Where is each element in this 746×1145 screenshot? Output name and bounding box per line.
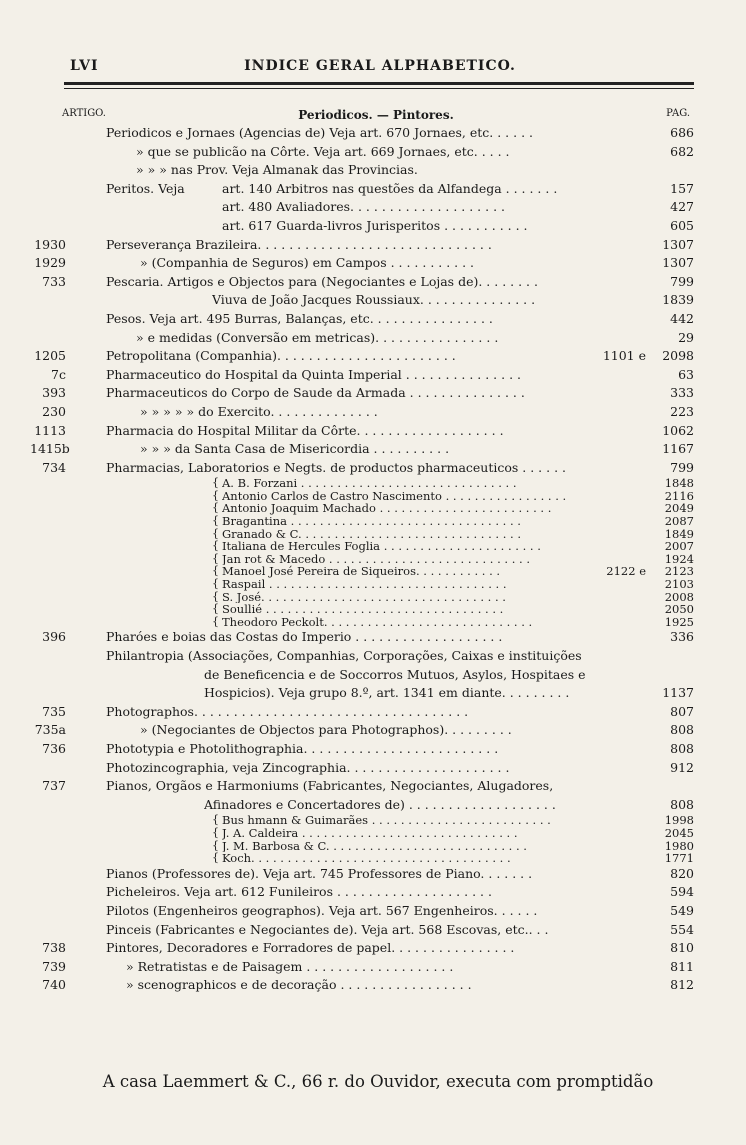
entry-text: Pintores, Decoradores e Forradores de papel. . . . . . . . . . . . . . . . bbox=[106, 940, 515, 956]
page-ref: 2116 bbox=[664, 488, 694, 503]
index-subrow bbox=[0, 603, 746, 616]
entry-text: » que se publicão na Côrte. Veja art. 669 Jornaes, etc. . . . . bbox=[136, 143, 510, 159]
index-subrow bbox=[0, 852, 746, 865]
index-row bbox=[0, 310, 746, 329]
entry-text: Pharmaceuticos do Corpo de Saude da Armada . . . . . . . . . . . . . . . bbox=[106, 385, 525, 401]
section-title: Periodicos. — Pintores. bbox=[298, 108, 454, 122]
index-subrow bbox=[0, 814, 746, 827]
index-row bbox=[0, 217, 746, 236]
index-subrow bbox=[0, 490, 746, 503]
page-ref: 1849 bbox=[664, 526, 694, 541]
column-artigo: ARTIGO. bbox=[62, 108, 106, 119]
entry-text: Soullié . . . . . . . . . . . . . . . . . . . . . . . . . . . . . . . . . bbox=[222, 603, 504, 616]
page-title: INDICE GERAL ALPHABETICO. bbox=[244, 58, 516, 74]
article-number: 1929 bbox=[34, 255, 66, 271]
index-entries bbox=[0, 124, 746, 995]
article-number: 734 bbox=[42, 459, 66, 475]
entry-text: Pharmaceutico do Hospital da Quinta Imperial . . . . . . . . . . . . . . . bbox=[106, 366, 521, 382]
brace-mark: { bbox=[212, 838, 219, 852]
page-ref: 594 bbox=[670, 884, 694, 900]
entry-text: Pescaria. Artigos e Objectos para (Negociantes e Lojas de). . . . . . . . bbox=[106, 273, 538, 289]
index-row bbox=[0, 921, 746, 940]
entry-text: Pharmacias, Laboratorios e Negts. de productos pharmaceuticos . . . . . . bbox=[106, 459, 566, 475]
index-row bbox=[0, 666, 746, 685]
article-number: 1113 bbox=[34, 422, 66, 438]
brace-mark: { bbox=[212, 614, 219, 628]
page-ref: 812 bbox=[670, 977, 694, 993]
page-ref: 808 bbox=[670, 796, 694, 812]
index-row bbox=[0, 459, 746, 478]
page-ref: 549 bbox=[670, 902, 694, 918]
index-row bbox=[0, 721, 746, 740]
index-row bbox=[0, 254, 746, 273]
index-row bbox=[0, 124, 746, 143]
page-ref: 427 bbox=[670, 199, 694, 215]
page-ref: 2050 bbox=[664, 602, 694, 617]
page-ref: 2123 bbox=[664, 564, 694, 579]
index-subrow bbox=[0, 540, 746, 553]
page-ref: 1062 bbox=[662, 422, 694, 438]
brace-mark: { bbox=[212, 514, 219, 528]
page-ref: 1998 bbox=[664, 813, 694, 828]
page-ref: 29 bbox=[678, 329, 694, 345]
page-ref: 1771 bbox=[664, 851, 694, 866]
page-ref: 157 bbox=[670, 180, 694, 196]
index-row bbox=[0, 703, 746, 722]
index-subrow bbox=[0, 565, 746, 578]
entry-text: Photographos. . . . . . . . . . . . . . . . . . . . . . . . . . . . . . . . . . . bbox=[106, 703, 469, 719]
header-rule-thin bbox=[64, 88, 694, 89]
brace-mark: { bbox=[212, 539, 219, 553]
article-number: 739 bbox=[42, 958, 66, 974]
index-row bbox=[0, 384, 746, 403]
page-ref: 605 bbox=[670, 217, 694, 233]
article-number: 733 bbox=[42, 273, 66, 289]
entry-text: » e medidas (Conversão em metricas). . . . . . . . . . . . . . . . bbox=[136, 329, 499, 345]
entry-text: Antonio Joaquim Machado . . . . . . . . . . . . . . . . . . . . . . . . bbox=[222, 502, 552, 516]
column-header bbox=[62, 108, 690, 124]
page-ref: 682 bbox=[670, 143, 694, 159]
entry-text: Periodicos e Jornaes (Agencias de) Veja art. 670 Jornaes, etc. . . . . . bbox=[106, 125, 533, 140]
page-ref: 1167 bbox=[662, 441, 694, 457]
entry-text: Manoel José Pereira de Siqueiros. . . . . . . . . . . . bbox=[222, 565, 501, 579]
page-ref: 2103 bbox=[664, 577, 694, 592]
article-number: 1930 bbox=[34, 236, 66, 252]
brace-mark: { bbox=[212, 551, 219, 565]
page-ref: 820 bbox=[670, 865, 694, 881]
index-subrow bbox=[0, 591, 746, 604]
entry-text: Theodoro Peckolt. . . . . . . . . . . . . . . . . . . . . . . . . . . . . bbox=[222, 615, 533, 629]
brace-mark: { bbox=[212, 851, 219, 865]
index-subrow bbox=[0, 528, 746, 541]
entry-text: Viuva de João Jacques Roussiaux. . . . . . . . . . . . . . . bbox=[212, 292, 536, 308]
article-number: 396 bbox=[42, 629, 66, 645]
entry-alt-page: 2122 e bbox=[606, 564, 646, 579]
article-number: 7c bbox=[51, 366, 66, 382]
page-ref: 810 bbox=[670, 940, 694, 956]
entry-text: » (Negociantes de Objectos para Photographos). . . . . . . . . bbox=[140, 722, 512, 738]
index-subrow bbox=[0, 477, 746, 490]
index-row bbox=[0, 628, 746, 647]
index-row bbox=[0, 777, 746, 796]
page-ref: 799 bbox=[670, 459, 694, 475]
page-number: LVI bbox=[70, 58, 99, 74]
brace-mark: { bbox=[212, 589, 219, 603]
index-row bbox=[0, 902, 746, 921]
index-subrow bbox=[0, 578, 746, 591]
page-ref: 2008 bbox=[664, 589, 694, 604]
entry-text: art. 617 Guarda-livros Jurisperitos . . . . . . . . . . . bbox=[222, 217, 528, 233]
brace-mark: { bbox=[212, 577, 219, 591]
article-number: 1415b bbox=[30, 441, 70, 457]
entry-text: Pianos (Professores de). Veja art. 745 Professores de Piano. . . . . . . bbox=[106, 865, 533, 881]
page-ref: 1307 bbox=[662, 236, 694, 252]
page-ref: 2087 bbox=[664, 514, 694, 529]
page-ref: 808 bbox=[670, 740, 694, 756]
entry-text: » » » » » do Exercito. . . . . . . . . . . . . . bbox=[140, 403, 378, 419]
index-row bbox=[0, 198, 746, 217]
index-row bbox=[0, 796, 746, 815]
entry-text: Pharóes e boias das Costas do Imperio . . . . . . . . . . . . . . . . . . . bbox=[106, 629, 503, 645]
page-ref: 1980 bbox=[664, 838, 694, 853]
index-row bbox=[0, 759, 746, 778]
index-row bbox=[0, 865, 746, 884]
page-ref: 63 bbox=[678, 366, 694, 382]
entry-text: Bus hmann & Guimarães . . . . . . . . . . . . . . . . . . . . . . . . . bbox=[222, 814, 551, 827]
index-subrow bbox=[0, 827, 746, 840]
entry-text: J. A. Caldeira . . . . . . . . . . . . . . . . . . . . . . . . . . . . . . bbox=[222, 826, 518, 840]
page-ref: 336 bbox=[670, 629, 694, 645]
index-row bbox=[0, 273, 746, 292]
index-row bbox=[0, 143, 746, 162]
page-ref: 808 bbox=[670, 722, 694, 738]
index-row bbox=[0, 740, 746, 759]
page-ref: 686 bbox=[670, 125, 694, 140]
page-ref: 811 bbox=[670, 958, 694, 974]
brace-mark: { bbox=[212, 526, 219, 540]
entry-text: Antonio Carlos de Castro Nascimento . . . . . . . . . . . . . . . . . bbox=[222, 489, 567, 503]
page-ref: 554 bbox=[670, 921, 694, 937]
entry-text: Hospicios). Veja grupo 8.º, art. 1341 em diante. . . . . . . . . bbox=[204, 685, 570, 701]
page-ref: 1839 bbox=[662, 292, 694, 308]
page-ref: 2007 bbox=[664, 539, 694, 554]
brace-mark: { bbox=[212, 501, 219, 515]
page-ref: 1137 bbox=[662, 685, 694, 701]
page-ref: 1307 bbox=[662, 255, 694, 271]
index-row bbox=[0, 422, 746, 441]
index-row bbox=[0, 883, 746, 902]
footer-advert: A casa Laemmert & C., 66 r. do Ouvidor, executa com promptidão bbox=[102, 1072, 654, 1091]
page-ref: 2045 bbox=[664, 825, 694, 840]
page-ref: 912 bbox=[670, 759, 694, 775]
page-ref: 799 bbox=[670, 273, 694, 289]
entry-text: Bragantina . . . . . . . . . . . . . . . . . . . . . . . . . . . . . . . . bbox=[222, 515, 521, 528]
index-row bbox=[0, 236, 746, 255]
article-number: 1205 bbox=[34, 348, 66, 364]
index-row bbox=[0, 366, 746, 385]
entry-text: Phototypia e Photolithographia. . . . . . . . . . . . . . . . . . . . . . . . . bbox=[106, 740, 499, 756]
article-number: 740 bbox=[42, 977, 66, 993]
header-rule-thick bbox=[64, 82, 694, 85]
entry-text: » » » da Santa Casa de Misericordia . . . . . . . . . . bbox=[140, 441, 450, 457]
entry-text: Italiana de Hercules Foglia . . . . . . . . . . . . . . . . . . . . . . bbox=[222, 540, 541, 553]
brace-mark: { bbox=[212, 476, 219, 490]
entry-text: Pharmacia do Hospital Militar da Côrte. . . . . . . . . . . . . . . . . . . bbox=[106, 422, 504, 438]
entry-text: art. 140 Arbitros nas questões da Alfandega . . . . . . . bbox=[222, 180, 558, 196]
article-number: 735a bbox=[34, 722, 66, 738]
entry-text: Koch. . . . . . . . . . . . . . . . . . . . . . . . . . . . . . . . . . . . bbox=[222, 852, 511, 865]
entry-text: Picheleiros. Veja art. 612 Funileiros . . . . . . . . . . . . . . . . . . . . bbox=[106, 884, 492, 900]
entry-prefix: Peritos. Veja bbox=[106, 180, 185, 196]
index-subrow bbox=[0, 616, 746, 629]
index-row bbox=[0, 291, 746, 310]
page-ref: 807 bbox=[670, 703, 694, 719]
brace-mark: { bbox=[212, 488, 219, 502]
page-ref: 2049 bbox=[664, 501, 694, 516]
index-row bbox=[0, 684, 746, 703]
entry-text: Granado & C. . . . . . . . . . . . . . . . . . . . . . . . . . . . . . . bbox=[222, 527, 522, 541]
entry-text: » » » nas Prov. Veja Almanak das Provincias. bbox=[136, 162, 418, 178]
entry-alt-page: 1101 e bbox=[602, 348, 646, 364]
index-row bbox=[0, 161, 746, 180]
article-number: 736 bbox=[42, 740, 66, 756]
page-ref: 2098 bbox=[662, 348, 694, 364]
index-row bbox=[0, 347, 746, 366]
brace-mark: { bbox=[212, 564, 219, 578]
index-row bbox=[0, 180, 746, 199]
entry-text: Pinceis (Fabricantes e Negociantes de). Veja art. 568 Escovas, etc.. . . bbox=[106, 921, 549, 937]
entry-text: de Beneficencia e de Soccorros Mutuos, Asylos, Hospitaes e bbox=[204, 666, 586, 682]
brace-mark: { bbox=[212, 602, 219, 616]
index-subrow bbox=[0, 502, 746, 515]
entry-text: Pianos, Orgãos e Harmoniums (Fabricantes, Negociantes, Alugadores, bbox=[106, 778, 554, 794]
entry-text: Petropolitana (Companhia). . . . . . . . . . . . . . . . . . . . . . . bbox=[106, 348, 456, 364]
entry-text: Afinadores e Concertadores de) . . . . . . . . . . . . . . . . . . . bbox=[204, 796, 556, 812]
page-ref: 1848 bbox=[664, 476, 694, 491]
index-subrow bbox=[0, 515, 746, 528]
entry-text: A. B. Forzani . . . . . . . . . . . . . . . . . . . . . . . . . . . . . . bbox=[222, 477, 517, 490]
article-number: 737 bbox=[42, 778, 66, 794]
index-row bbox=[0, 647, 746, 666]
page-ref: 442 bbox=[670, 310, 694, 326]
article-number: 393 bbox=[42, 385, 66, 401]
entry-text: » (Companhia de Seguros) em Campos . . . . . . . . . . . bbox=[140, 255, 475, 271]
entry-text: Raspail . . . . . . . . . . . . . . . . . . . . . . . . . . . . . . . . . bbox=[222, 578, 507, 591]
entry-text: Pesos. Veja art. 495 Burras, Balanças, etc. . . . . . . . . . . . . . . . bbox=[106, 310, 493, 326]
page-ref: 223 bbox=[670, 403, 694, 419]
index-row bbox=[0, 976, 746, 995]
entry-text: S. José. . . . . . . . . . . . . . . . . . . . . . . . . . . . . . . . . . bbox=[222, 590, 506, 604]
index-row bbox=[0, 939, 746, 958]
entry-text: » Retratistas e de Paisagem . . . . . . . . . . . . . . . . . . . bbox=[126, 958, 454, 974]
page-ref: 1925 bbox=[664, 614, 694, 629]
brace-mark: { bbox=[212, 813, 219, 827]
article-number: 230 bbox=[42, 403, 66, 419]
index-subrow bbox=[0, 840, 746, 853]
entry-text: Jan rot & Macedo . . . . . . . . . . . . . . . . . . . . . . . . . . . . bbox=[222, 552, 530, 566]
article-number: 738 bbox=[42, 940, 66, 956]
index-row bbox=[0, 403, 746, 422]
page-ref: 333 bbox=[670, 385, 694, 401]
entry-text: J. M. Barbosa & C. . . . . . . . . . . . . . . . . . . . . . . . . . . . bbox=[222, 839, 527, 853]
entry-text: Philantropia (Associações, Companhias, Corporações, Caixas e instituições bbox=[106, 648, 582, 663]
page-ref: 1924 bbox=[664, 551, 694, 566]
entry-text: Pilotos (Engenheiros geographos). Veja art. 567 Engenheiros. . . . . . bbox=[106, 902, 538, 918]
index-row bbox=[0, 329, 746, 348]
article-number: 735 bbox=[42, 703, 66, 719]
entry-text: art. 480 Avaliadores. . . . . . . . . . . . . . . . . . . . bbox=[222, 199, 505, 215]
running-header bbox=[70, 58, 690, 80]
column-pag: PAG. bbox=[666, 108, 690, 119]
entry-text: Photozincographia, veja Zincographia. . . . . . . . . . . . . . . . . . . . . bbox=[106, 759, 510, 775]
index-row bbox=[0, 958, 746, 977]
brace-mark: { bbox=[212, 825, 219, 839]
index-row bbox=[0, 440, 746, 459]
entry-text: » scenographicos e de decoração . . . . . . . . . . . . . . . . . bbox=[126, 977, 472, 993]
entry-text: Perseverança Brazileira. . . . . . . . . . . . . . . . . . . . . . . . . . . . . . bbox=[106, 236, 492, 252]
